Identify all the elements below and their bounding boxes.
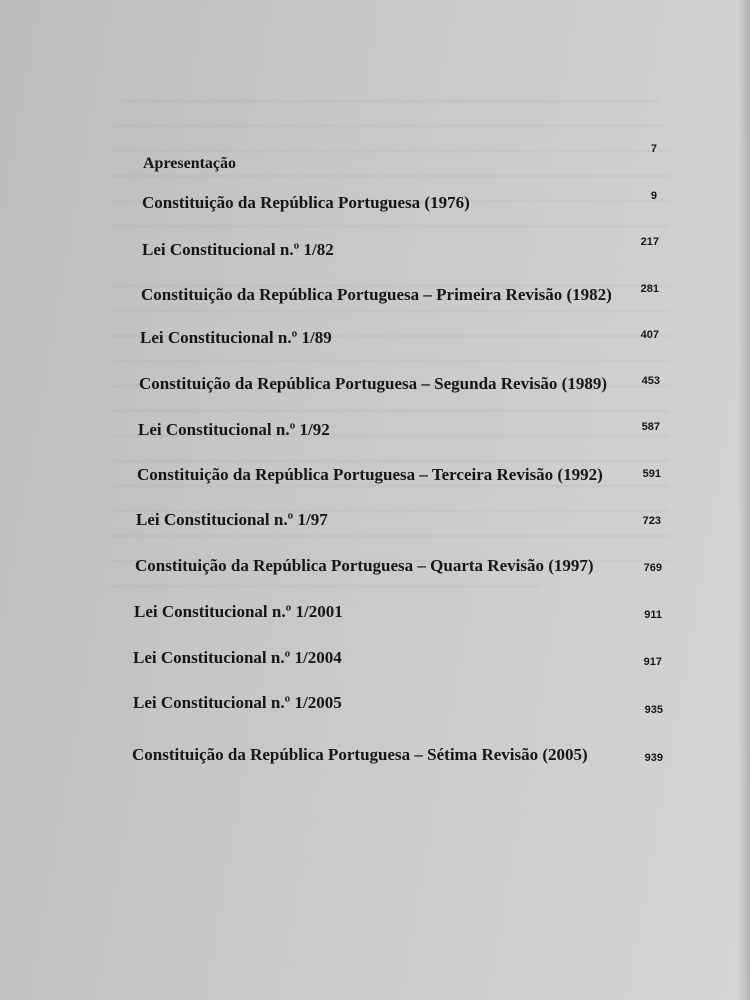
toc-entry-page: 917 xyxy=(643,656,662,668)
toc-entry-title: Constituição da República Portuguesa – Terceira Revisão (1992) xyxy=(137,465,603,484)
toc-entry-title: Constituição da República Portuguesa (1976) xyxy=(142,193,470,212)
toc-entry-page: 7 xyxy=(650,143,657,155)
toc-entry-page: 9 xyxy=(650,190,657,202)
toc-entry-title: Lei Constitucional n.º 1/92 xyxy=(138,420,330,439)
toc-entry-page: 769 xyxy=(643,562,662,574)
toc-entry-page: 935 xyxy=(644,704,663,716)
toc-entry-title: Constituição da República Portuguesa – Quarta Revisão (1997) xyxy=(135,556,594,575)
toc-entry-page: 939 xyxy=(644,752,663,764)
toc-entry-page: 407 xyxy=(640,329,659,341)
toc-entry-title: Constituição da República Portuguesa – Segunda Revisão (1989) xyxy=(139,374,608,393)
toc-entry-title: Constituição da República Portuguesa – Sétima Revisão (2005) xyxy=(132,745,588,764)
toc-entry-page: 723 xyxy=(642,515,661,527)
toc-entry-page: 281 xyxy=(640,283,659,295)
toc-entry-page: 911 xyxy=(644,609,662,621)
toc-entry-title: Apresentação xyxy=(143,155,237,172)
toc-entry-title: Constituição da República Portuguesa – Primeira Revisão (1982) xyxy=(141,285,612,304)
toc-entry-page: 587 xyxy=(641,421,660,433)
toc-entry-title: Lei Constitucional n.º 1/89 xyxy=(140,328,332,347)
toc-entry-title: Lei Constitucional n.º 1/82 xyxy=(142,240,334,259)
toc-entry-title: Lei Constitucional n.º 1/2001 xyxy=(134,602,343,621)
toc-entry-title: Lei Constitucional n.º 1/2004 xyxy=(133,648,342,667)
toc-entry-page: 591 xyxy=(642,468,661,480)
toc-entry-page: 453 xyxy=(641,375,660,387)
toc-entry-page: 217 xyxy=(640,236,659,248)
toc-entry-title: Lei Constitucional n.º 1/97 xyxy=(136,510,328,529)
toc-entry-title: Lei Constitucional n.º 1/2005 xyxy=(133,693,342,712)
